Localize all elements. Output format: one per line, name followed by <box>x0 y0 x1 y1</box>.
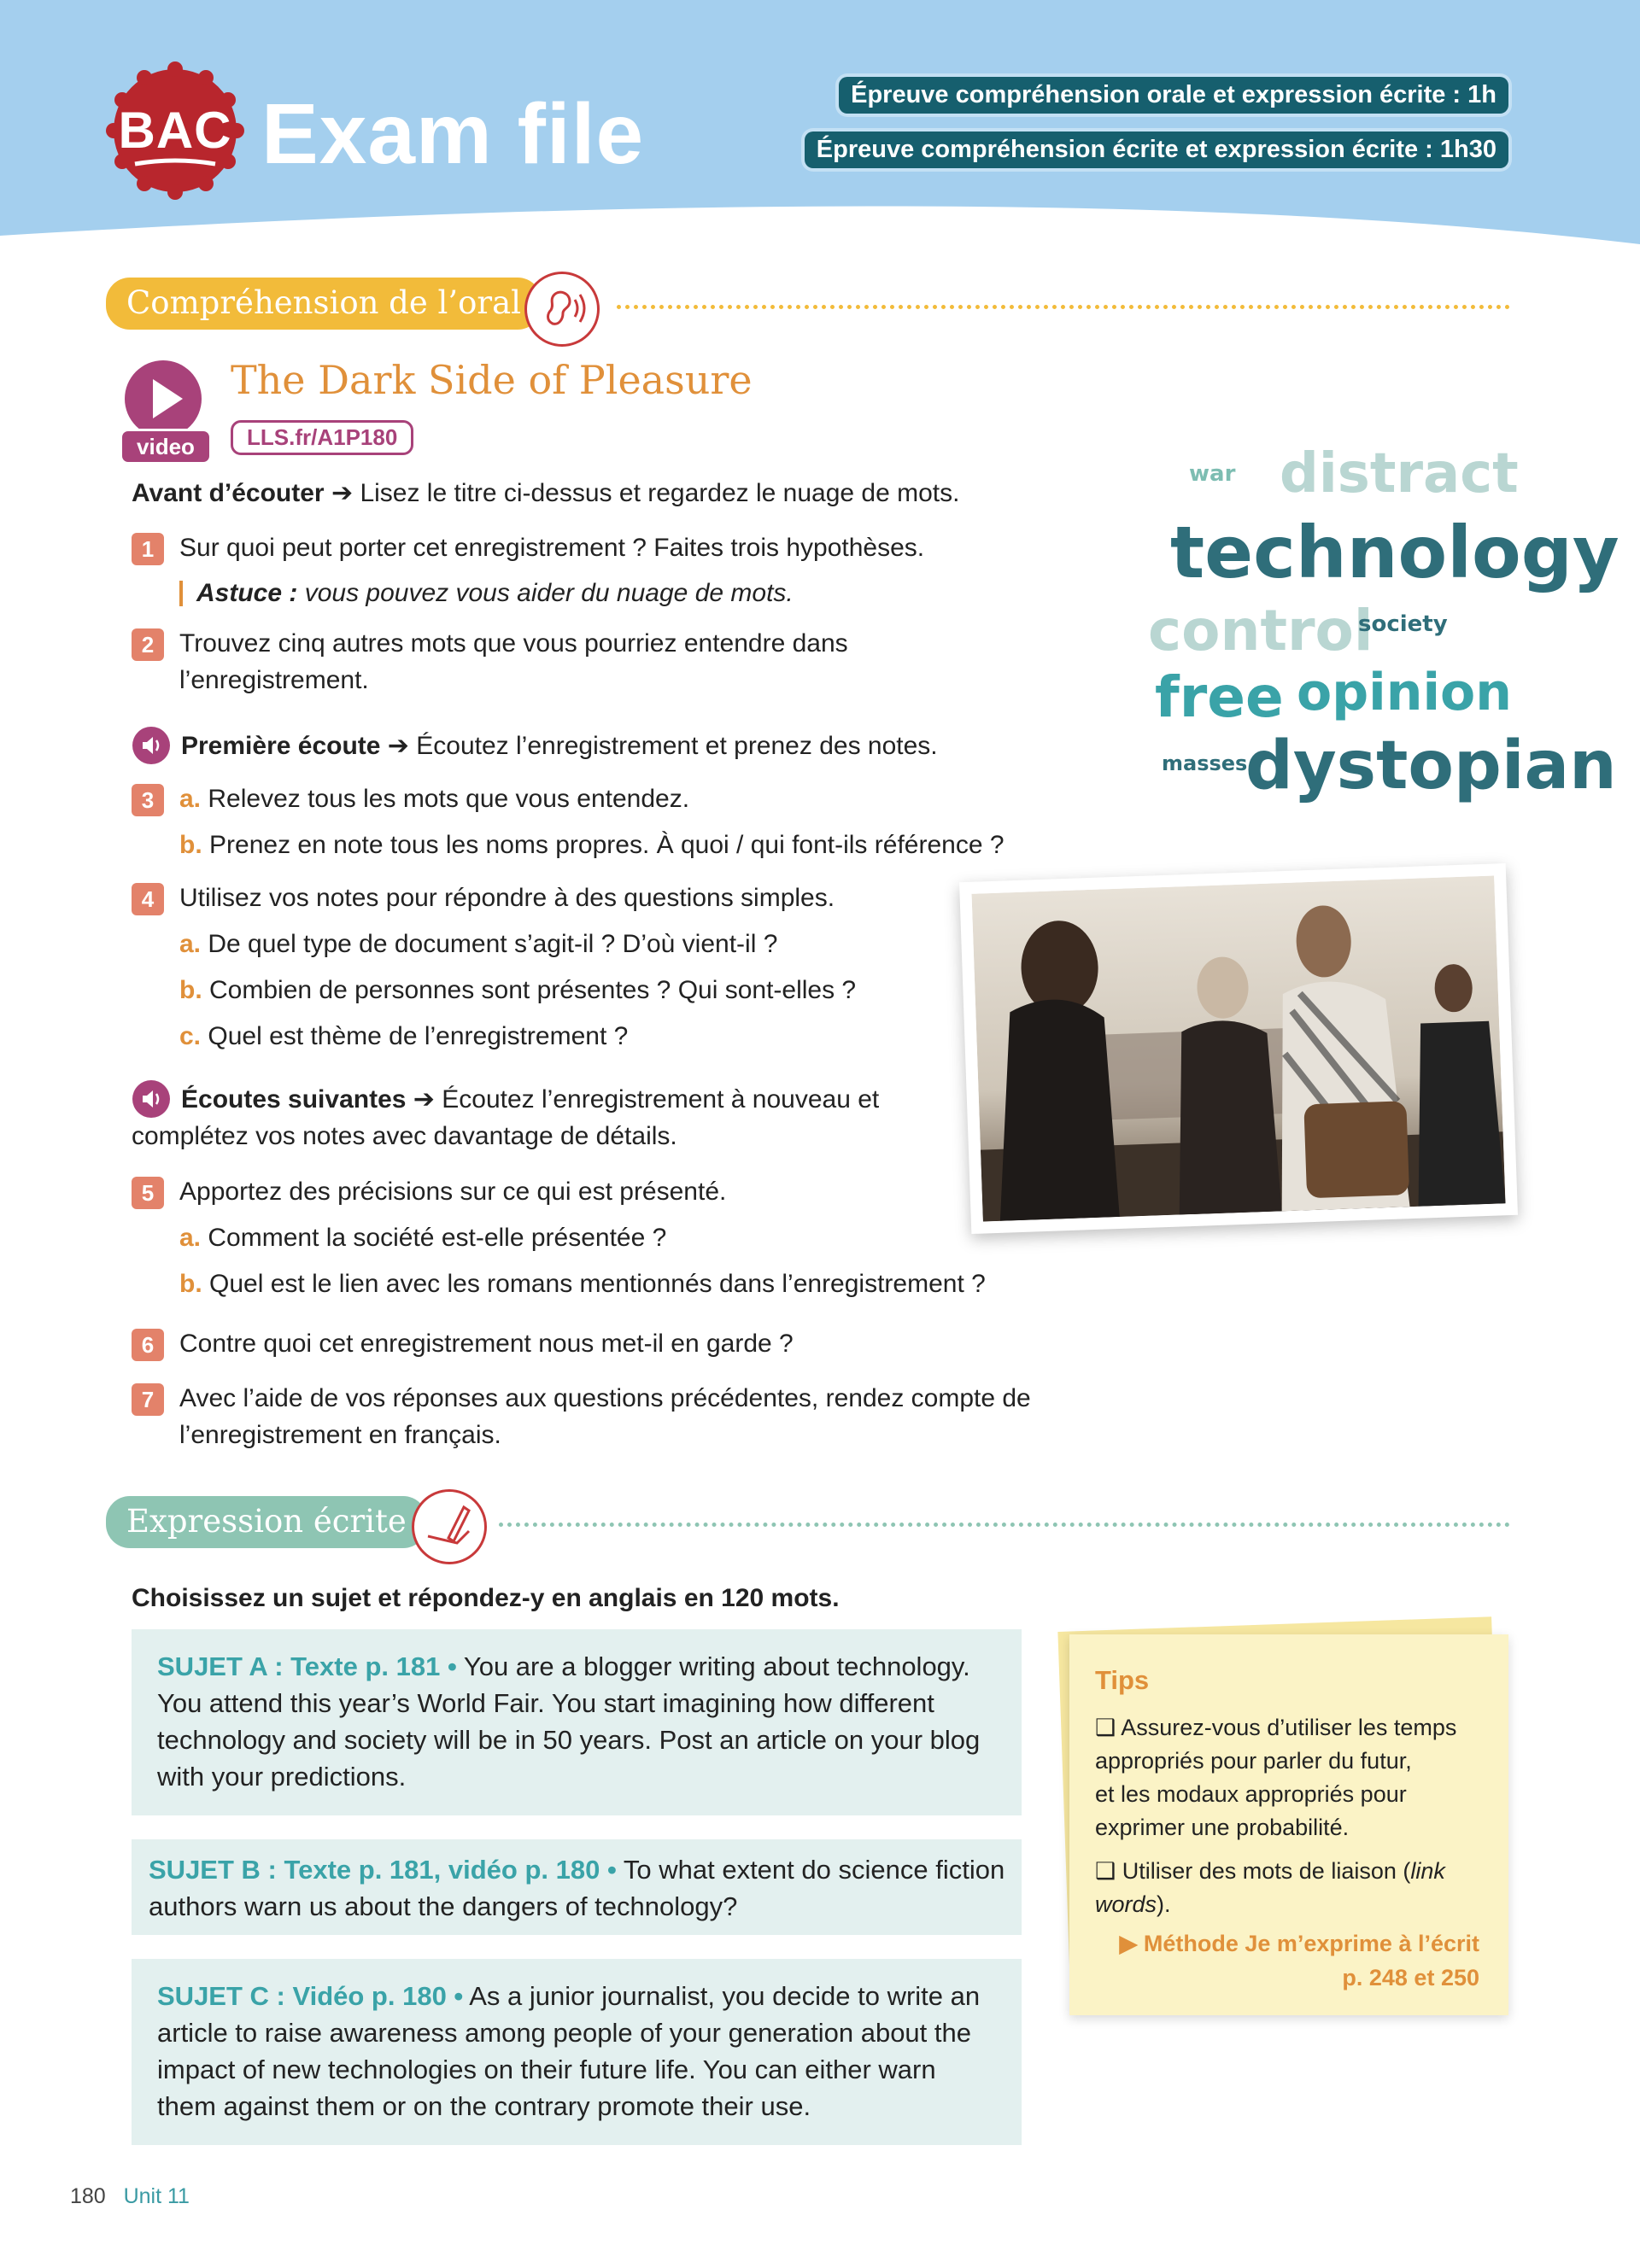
section-divider <box>499 1523 1510 1527</box>
video-label: video <box>120 429 212 465</box>
question-5b: b. Quel est le lien avec les romans mentionnés dans l’enregistrement ? <box>179 1270 986 1298</box>
page-title: Exam file <box>261 86 645 182</box>
audio-icon[interactable] <box>132 1080 170 1118</box>
video-title: The Dark Side of Pleasure <box>231 357 753 403</box>
question-4c: c. Quel est thème de l’enregistrement ? <box>179 1022 629 1050</box>
sujet-b: SUJET B : Texte p. 181, vidéo p. 180 • To what extent do science fiction authors warn us about the dangers of technology? <box>132 1839 1022 1935</box>
video-link[interactable]: LLS.fr/A1P180 <box>231 420 413 455</box>
question-number: 6 <box>132 1329 164 1361</box>
astuce-bar <box>179 581 183 606</box>
cloud-word: war <box>1189 461 1236 487</box>
question-number: 7 <box>132 1383 164 1416</box>
sujet-c: SUJET C : Vidéo p. 180 • As a junior journalist, you decide to write an article to raise awareness among people of your generation about the impact of new technologies on their future life. You can either warn them against them or on the contrary promote their use. <box>132 1959 1022 2145</box>
sujet-a: SUJET A : Texte p. 181 • You are a blogger writing about technology. You attend this year’s World Fair. You start imagining how different technology and society will be in 50 years. Post an article on your blog with your predictions. <box>132 1629 1022 1815</box>
tip-2: ❑ Utiliser des mots de liaison (link words). <box>1095 1858 1445 1917</box>
audio-icon[interactable] <box>132 727 170 764</box>
question-5: Apportez des précisions sur ce qui est présenté. <box>179 1178 727 1206</box>
tips-box <box>1069 1634 1508 2015</box>
question-3a: a. Relevez tous les mots que vous entendez. <box>179 785 690 813</box>
ecrit-instruction: Choisissez un sujet et répondez-y en anglais en 120 mots. <box>132 1584 840 1612</box>
question-4: Utilisez vos notes pour répondre à des questions simples. <box>179 884 835 912</box>
question-7: Avec l’aide de vos réponses aux questions précédentes, rendez compte de l’enregistrement en français. <box>179 1384 1031 1449</box>
cloud-word: opinion <box>1297 663 1512 722</box>
cloud-word: free <box>1155 664 1284 730</box>
question-number: 2 <box>132 628 164 661</box>
cloud-word: control <box>1148 598 1374 663</box>
question-3b: b. Prenez en note tous les noms propres. À quoi / qui font-ils référence ? <box>179 831 1004 859</box>
section-ecrit-label: Expression écrite <box>106 1496 427 1548</box>
ear-icon <box>524 272 600 347</box>
question-4a: a. De quel type de document s’agit-il ? D’où vient-il ? <box>179 930 778 958</box>
epreuve-ecrit-badge: Épreuve compréhension écrite et expression écrite : 1h30 <box>805 132 1508 168</box>
section-oral-label: Compréhension de l’oral <box>106 278 542 330</box>
question-2: Trouvez cinq autres mots que vous pourriez entendre dans l’enregistrement. <box>179 629 848 694</box>
premiere-ecoute: Première écoute ➔ Écoutez l’enregistrement et prenez des notes. <box>181 732 938 760</box>
question-1: Sur quoi peut porter cet enregistrement ? Faites trois hypothèses. <box>179 534 925 562</box>
question-number: 5 <box>132 1177 164 1209</box>
cloud-word: masses <box>1162 751 1248 775</box>
question-4b: b. Combien de personnes sont présentes ? Qui sont-elles ? <box>179 976 857 1004</box>
page-footer <box>70 2184 190 2209</box>
ecoutes-suivantes: Écoutes suivantes ➔ Écoutez l’enregistrement à nouveau et <box>181 1085 880 1114</box>
tip-1: ❑ Assurez-vous d’utiliser les temps appropriés pour parler du futur, et les modaux appropriés pour exprimer une probabilité. <box>1095 1715 1457 1840</box>
unit-label: Unit 11 <box>123 2184 190 2208</box>
ecoutes-suivantes-cont: complétez vos notes avec davantage de détails. <box>132 1122 677 1150</box>
cloud-word: society <box>1358 611 1448 637</box>
people-with-phones-photo <box>971 875 1505 1221</box>
cloud-word: technology <box>1170 511 1620 594</box>
avant-ecouter: Avant d’écouter ➔ Lisez le titre ci-dessus et regardez le nuage de mots. <box>132 479 960 507</box>
header-banner <box>0 0 1640 248</box>
video-play-button[interactable] <box>125 360 202 437</box>
epreuve-oral-badge: Épreuve compréhension orale et expression écrite : 1h <box>839 77 1508 114</box>
cloud-word: dystopian <box>1245 728 1617 804</box>
question-number: 4 <box>132 883 164 915</box>
methode-link[interactable]: ▶ Méthode Je m’exprime à l’écrit p. 248 et 250 <box>1119 1931 1479 1990</box>
tips-title: Tips <box>1095 1665 1150 1695</box>
cloud-word: distract <box>1280 442 1519 506</box>
pen-icon <box>412 1489 487 1564</box>
question-6: Contre quoi cet enregistrement nous met-il en garde ? <box>179 1330 794 1358</box>
section-divider <box>617 305 1510 309</box>
question-number: 3 <box>132 784 164 816</box>
page-number: 180 <box>70 2184 106 2208</box>
play-icon <box>125 360 202 437</box>
astuce: Astuce : vous pouvez vous aider du nuage de mots. <box>196 579 794 607</box>
question-number: 1 <box>132 533 164 565</box>
question-5a: a. Comment la société est-elle présentée ? <box>179 1224 667 1252</box>
bac-badge-label: BAC <box>118 102 232 159</box>
